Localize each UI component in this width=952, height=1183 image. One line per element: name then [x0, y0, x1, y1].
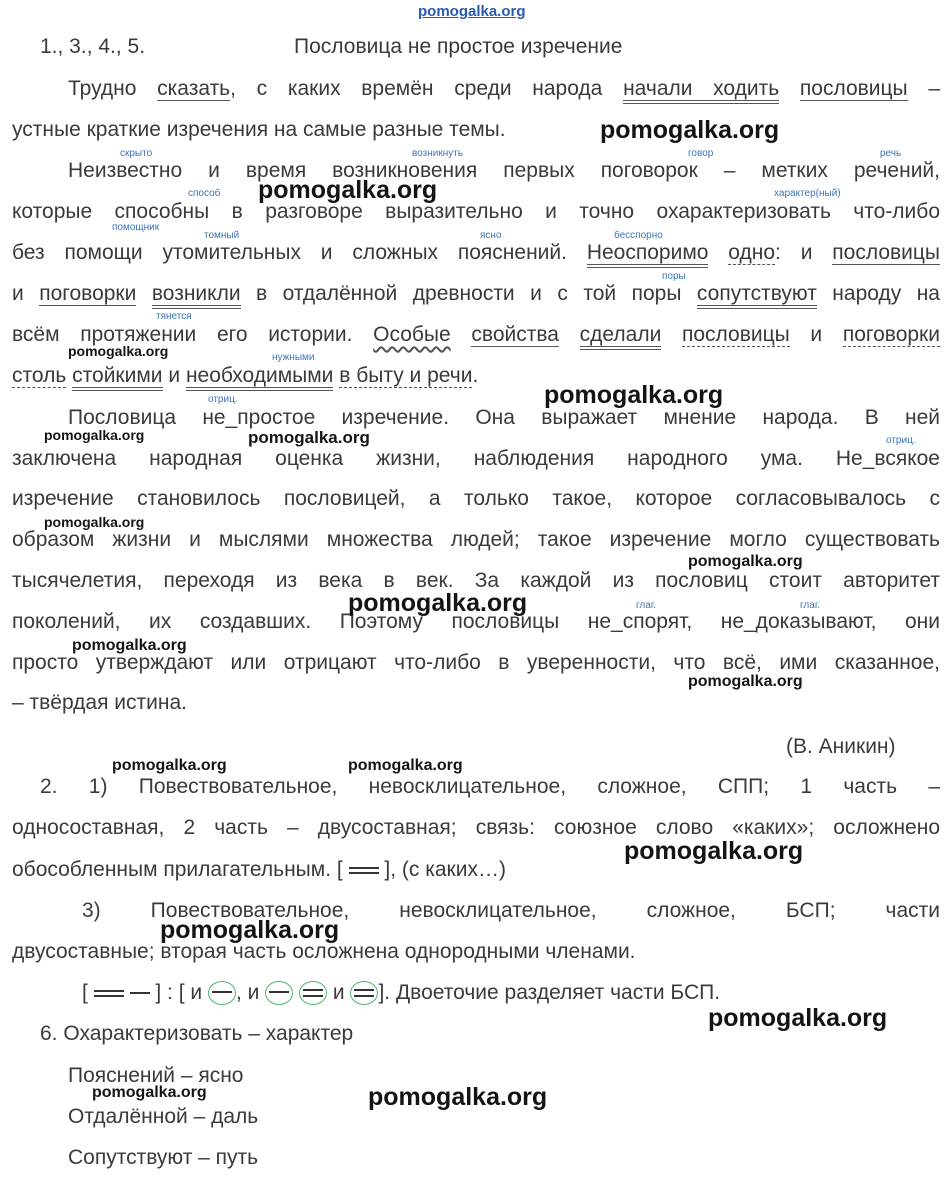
homogeneous-member-icon	[208, 981, 236, 1005]
watermark: pomogalka.org	[44, 427, 145, 443]
note-glag-1: глаг.	[636, 600, 657, 611]
note-harakter: характер(ный)	[774, 188, 841, 199]
homogeneous-member-icon	[299, 981, 327, 1005]
note-glag-2: глаг.	[800, 600, 821, 611]
watermark: pomogalka.org	[248, 428, 370, 447]
text-line-4: которые способны в разговоре выразительно и точно охарактеризовать что-либо	[12, 200, 940, 223]
watermark: pomogalka.org	[688, 553, 803, 570]
watermark: pomogalka.org	[600, 116, 780, 144]
author: (В. Аникин)	[786, 735, 896, 758]
text-line-6: и поговорки возникли в отдалённой древности и с той поры сопутствуют народу на	[12, 281, 940, 307]
text-line-14: поколений, их создавших. Поэтому пословицы не_спорят, не_доказывают, они	[12, 610, 940, 633]
predicate-scheme-icon	[349, 867, 379, 874]
analysis-line-6: [ ] : [ и , и и ]. Двоеточие разделяет части БСП.	[82, 981, 721, 1004]
note-rech: речь	[880, 148, 902, 159]
note-tyanetsya: тянется	[156, 311, 192, 322]
watermark: pomogalka.org	[112, 757, 227, 774]
note-tomnyi: томный	[204, 230, 240, 241]
page-title: Пословица не простое изречение	[294, 35, 623, 58]
watermark: pomogalka.org	[348, 589, 528, 617]
note-skryto: скрыто	[120, 148, 153, 159]
analysis-line-2: односоставная, 2 часть – двусоставная; связь: союзное слово «каких»; осложнено	[12, 816, 940, 839]
watermark: pomogalka.org	[708, 1004, 888, 1032]
analysis-line-1: 2. 1) Повествовательное, невосклицательное, сложное, СПП; 1 часть –	[40, 775, 940, 798]
watermark: pomogalka.org	[688, 673, 803, 690]
note-besspornyi: бесспорно	[614, 230, 663, 241]
text-line-16: – твёрдая истина.	[12, 691, 187, 714]
watermark: pomogalka.org	[160, 916, 340, 944]
task6-word-1: Пояснений – ясно	[68, 1064, 244, 1087]
watermark: pomogalka.org	[348, 757, 463, 774]
note-pory: поры	[662, 271, 686, 282]
analysis-line-4: 3) Повествовательное, невосклицательное, сложное, БСП; части	[82, 899, 940, 922]
predicate-dash-icon	[130, 992, 150, 994]
text-line-11: изречение становилось пословицей, а только такое, которое согласовывалось с	[12, 487, 940, 510]
task6-word-2: Отдалённой – даль	[68, 1105, 259, 1128]
watermark: pomogalka.org	[624, 837, 804, 865]
task-numbers: 1., 3., 4., 5.	[40, 35, 146, 58]
note-govor: говор	[688, 148, 714, 159]
watermark: pomogalka.org	[368, 1083, 548, 1111]
subject-scheme-icon	[94, 990, 124, 997]
analysis-line-3: обособленным прилагательным. [ ], (с каких…)	[12, 858, 506, 881]
note-pomoshchnik: помощник	[112, 222, 160, 233]
note-otric-2: отриц.	[886, 435, 916, 446]
homogeneous-member-icon	[350, 981, 378, 1005]
header-watermark: pomogalka.org	[418, 3, 526, 20]
text-line-5: без помощи утомительных и сложных пояснений. Неоспоримо одно: и пословицы	[12, 240, 940, 266]
note-nuzhnymi: нужными	[272, 352, 315, 363]
watermark: pomogalka.org	[44, 514, 145, 530]
text-line-2: устные краткие изречения на самые разные темы.	[12, 118, 506, 141]
text-line-1: Трудно сказать, с каких времён среди народа начали ходить пословицы –	[12, 76, 940, 102]
note-otric-1: отриц.	[208, 394, 238, 405]
task6-word-3: Сопутствуют – путь	[68, 1146, 259, 1169]
text-line-9: Пословица не_простое изречение. Она выражает мнение народа. В ней	[68, 406, 940, 429]
text-line-7: всём протяжении его истории. Особые свойства сделали пословицы и поговорки	[12, 322, 940, 348]
text-line-13: тысячелетия, переходя из века в век. За каждой из пословиц стоит авторитет	[12, 569, 940, 592]
text-line-12: образом жизни и мыслями множества людей; такое изречение могло существовать	[12, 528, 940, 551]
note-yasno: ясно	[480, 230, 502, 241]
homogeneous-member-icon	[265, 981, 293, 1005]
watermark: pomogalka.org	[92, 1084, 207, 1101]
analysis-line-5: двусоставные; вторая часть осложнена однородными членами.	[12, 940, 636, 963]
note-vozniknut: возникнуть	[412, 148, 464, 159]
text-line-15: просто утверждают или отрицают что-либо в уверенности, что всё, ими сказанное,	[12, 651, 940, 674]
note-sposob: способ	[188, 188, 221, 199]
task6-heading: 6. Охарактеризовать – характер	[40, 1022, 354, 1045]
watermark: pomogalka.org	[72, 637, 187, 654]
text-line-10: заключена народная оценка жизни, наблюдения народного ума. Не_всякое	[12, 447, 940, 470]
watermark: pomogalka.org	[544, 381, 724, 409]
text-line-8: столь стойкими и необходимыми в быту и речи.	[12, 363, 940, 389]
watermark: pomogalka.org	[258, 176, 438, 204]
text-line-3: Неизвестно и время возникновения первых поговорок – метких речений,	[68, 159, 940, 182]
watermark: pomogalka.org	[68, 343, 169, 359]
